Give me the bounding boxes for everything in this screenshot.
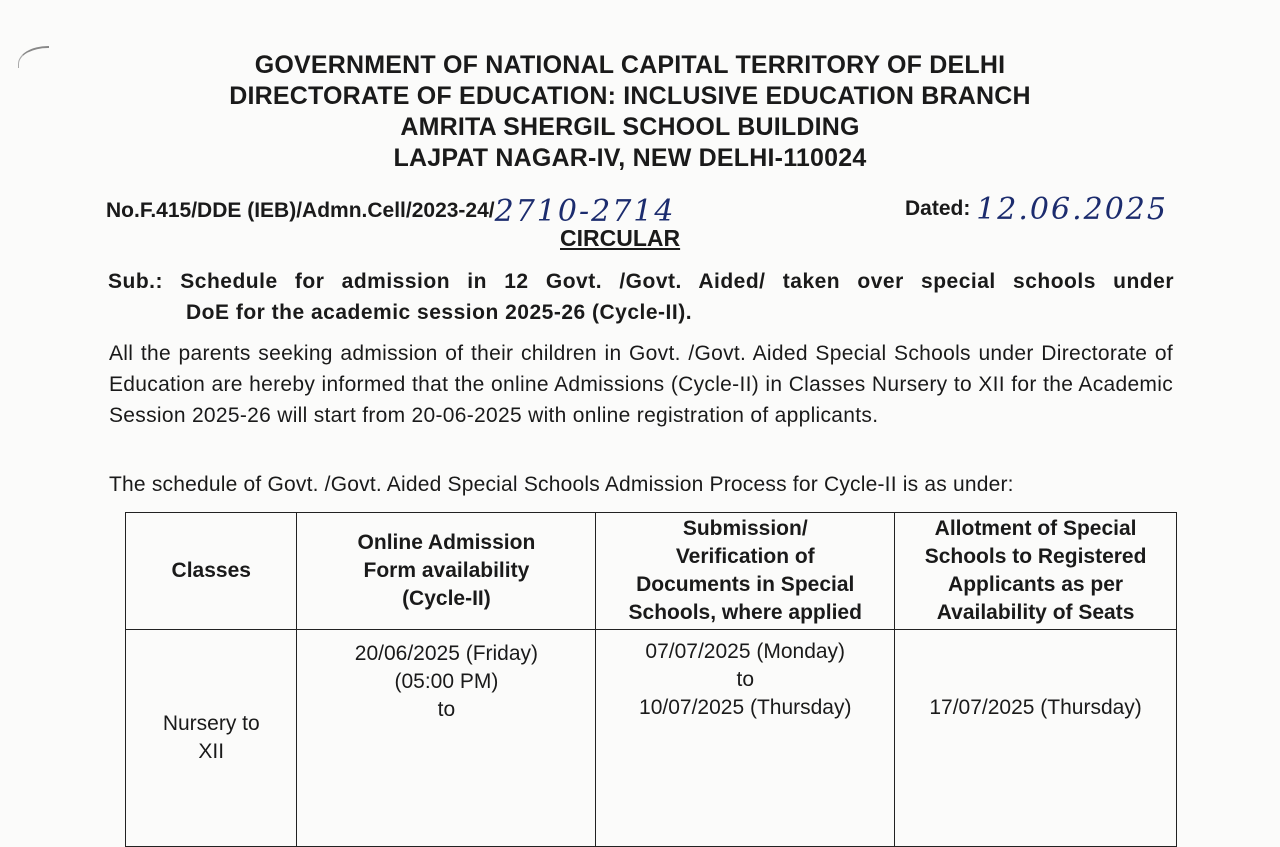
reference-number-text: No.F.415/DDE (IEB)/Admn.Cell/2023-24/ (106, 199, 495, 222)
circular-title: CIRCULAR (560, 225, 681, 251)
schedule-table (125, 512, 1177, 847)
reference-number (106, 194, 675, 229)
header-line-3: AMRITA SHERGIL SCHOOL BUILDING (400, 113, 860, 141)
handwritten-date: 12.06.2025 (976, 192, 1168, 227)
subject-line-1: Sub.: Schedule for admission in 12 Govt. /Govt. Aided/ taken over special schools under (108, 270, 1174, 293)
subject-line-2: DoE for the academic session 2025-26 (Cycle-II). (186, 301, 693, 324)
header-allotment: Allotment of Special Schools to Registered Applicants as per Availability of Seats (895, 513, 1177, 630)
body-paragraph: All the parents seeking admission of their children in Govt. /Govt. Aided Special Schools under Directorate of Education are hereby informed that the online Admissions (Cycle-II) in Classes Nursery to XII for the Academic Session 2025-26 will start from 20-06-2025 with online registration of applicants. (109, 342, 1173, 427)
header-submission: Submission/ Verification of Documents in Special Schools, where applied (596, 513, 895, 630)
schedule-intro: The schedule of Govt. /Govt. Aided Special Schools Admission Process for Cycle-II is as under: (109, 473, 1014, 496)
cell-allotment: 17/07/2025 (Thursday) (895, 630, 1177, 847)
header-line-1: GOVERNMENT OF NATIONAL CAPITAL TERRITORY OF DELHI (254, 51, 1006, 79)
letterhead (0, 50, 1260, 174)
cell-submission: 07/07/2025 (Monday) to 10/07/2025 (Thursday) (596, 630, 895, 847)
cell-classes: Nursery to XII (126, 630, 297, 847)
handwritten-number: 2710-2714 (494, 194, 676, 229)
table-row (126, 630, 1177, 847)
dated-label: Dated: (905, 197, 971, 220)
header-classes: Classes (126, 513, 297, 630)
table-header-row (126, 513, 1177, 630)
dated (905, 192, 1168, 227)
cell-form-availability: 20/06/2025 (Friday) (05:00 PM) to (297, 630, 596, 847)
header-line-2: DIRECTORATE OF EDUCATION: INCLUSIVE EDUCATION BRANCH (229, 82, 1031, 110)
subject (108, 266, 1174, 328)
header-line-4: LAJPAT NAGAR-IV, NEW DELHI-110024 (393, 144, 867, 172)
header-form-availability: Online Admission Form availability (Cycle-II) (297, 513, 596, 630)
